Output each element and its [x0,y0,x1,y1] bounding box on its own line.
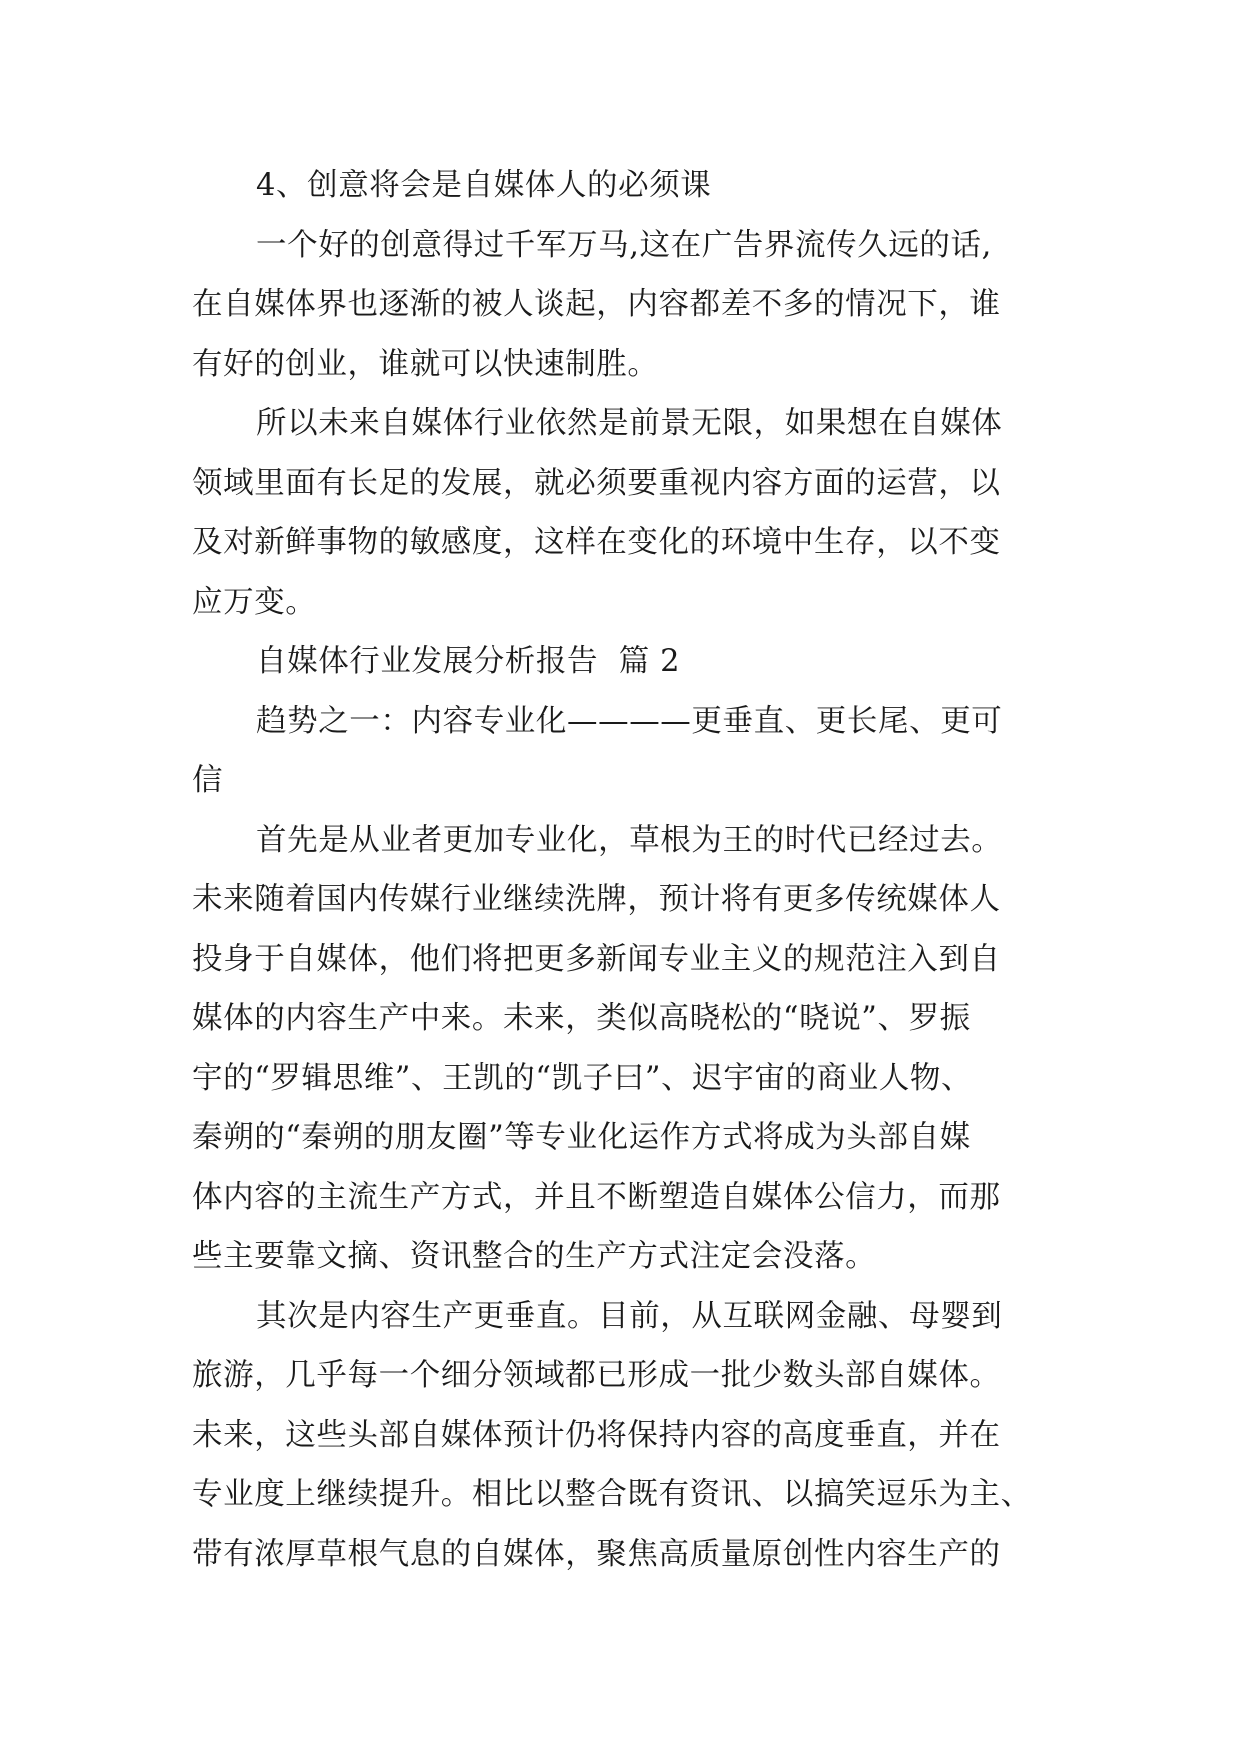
text-line: 信 [192,763,224,798]
text-line: 带有浓厚草根气息的自媒体，聚焦高质量原创性内容生产的 [192,1536,1001,1572]
text-line: 4、创意将会是自媒体人的必须课 [256,168,712,203]
text-line: 投身于自媒体，他们将把更多新闻专业主义的规范注入到自 [192,941,1001,977]
text-line: 未来随着国内传媒行业继续洗牌，预计将有更多传统媒体人 [192,882,1001,917]
text-line: 有好的创业，谁就可以快速制胜。 [192,346,659,382]
text-line: 其次是内容生产更垂直。目前，从互联网金融、母婴到 [256,1298,1003,1334]
text-line: 专业度上继续提升。相比以整合既有资讯、以搞笑逗乐为主、 [192,1477,1032,1512]
document-body [192,156,1072,1584]
text-line: 媒体的内容生产中来。未来，类似高晓松的“晓说”、罗振 [192,1001,971,1036]
text-line: 领域里面有长足的发展，就必须要重视内容方面的运营，以 [192,465,1001,501]
text-line: 秦朔的“秦朔的朋友圈”等专业化运作方式将成为头部自媒 [192,1120,971,1155]
text-line: 所以未来自媒体行业依然是前景无限，如果想在自媒体 [256,406,1003,441]
trend-heading [192,692,1072,811]
text-line: 未来，这些头部自媒体预计仍将保持内容的高度垂直，并在 [192,1417,1001,1453]
section-heading [192,156,1072,216]
text-line: 在自媒体界也逐渐的被人谈起，内容都差不多的情况下，谁 [192,287,1001,322]
report-title [192,632,1072,692]
text-line: 宇的“罗辑思维”、王凯的“凯子曰”、迟宇宙的商业人物、 [192,1060,973,1096]
text-line: 一个好的创意得过千军万马,这在广告界流传久远的话, [256,227,992,263]
text-line: 及对新鲜事物的敏感度，这样在变化的环境中生存，以不变 [192,525,1001,560]
text-line: 自媒体行业发展分析报告 篇 2 [256,644,681,679]
paragraph-vertical [192,1287,1072,1585]
text-line: 体内容的主流生产方式，并且不断塑造自媒体公信力，而那 [192,1179,1001,1215]
paragraph-creativity [192,216,1072,395]
text-line: 应万变。 [192,584,317,620]
text-line: 首先是从业者更加专业化，草根为王的时代已经过去。 [256,822,1003,858]
text-line: 旅游，几乎每一个细分领域都已形成一批少数头部自媒体。 [192,1358,1001,1393]
paragraph-future [192,394,1072,632]
paragraph-professional [192,811,1072,1287]
text-line: 些主要靠文摘、资讯整合的生产方式注定会没落。 [192,1239,877,1274]
text-line: 趋势之一：内容专业化————更垂直、更长尾、更可 [256,703,1003,739]
